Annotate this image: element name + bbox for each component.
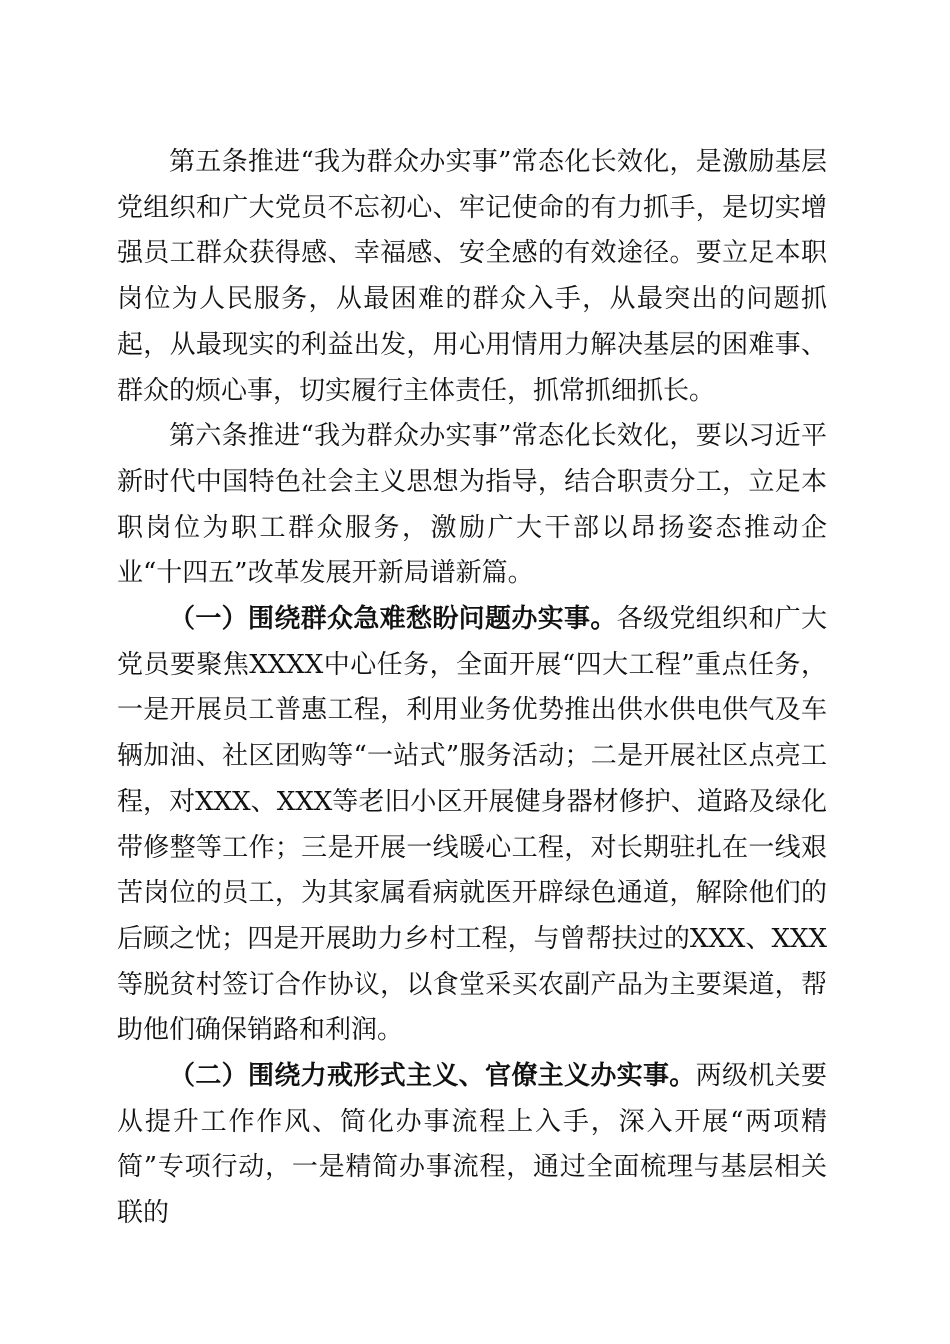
paragraph-item-2: [117, 1054, 827, 1237]
paragraph-lead: （一）围绕群众急难愁盼问题办实事。: [169, 604, 617, 635]
paragraph-article-6: [117, 414, 827, 597]
paragraph-text: 第六条推进“我为群众办实事”常态化长效化，要以习近平新时代中国特色社会主义思想为指导，结合职责分工，立足本职岗位为职工群众服务，激励广大干部以昂扬姿态推动企业“十四五”改革发展开新局谱新篇。: [117, 421, 827, 589]
paragraph-item-1: [117, 597, 827, 1054]
paragraph-article-5: [117, 140, 827, 414]
paragraph-text: 两级机关要从提升工作作风、简化办事流程上入手，深入开展“两项精简”专项行动，一是精简办事流程，通过全面梳理与基层相关联的: [117, 1061, 827, 1229]
paragraph-text: 各级党组织和广大党员要聚焦XXXX中心任务，全面开展“四大工程”重点任务，一是开展员工普惠工程，利用业务优势推出供水供电供气及车辆加油、社区团购等“一站式”服务活动；二是开展社区点亮工程，对XXX、XXX等老旧小区开展健身器材修护、道路及绿化带修整等工作；三是开展一线暖心工程，对长期驻扎在一线艰苦岗位的员工，为其家属看病就医开辟绿色通道，解除他们的后顾之忧；四是开展助力乡村工程，与曾帮扶过的XXX、XXX等脱贫村签订合作协议，以食堂采买农副产品为主要渠道，帮助他们确保销路和利润。: [117, 604, 827, 1046]
paragraph-lead: （二）围绕力戒形式主义、官僚主义办实事。: [169, 1061, 696, 1092]
document-body: [117, 140, 827, 1237]
paragraph-text: 第五条推进“我为群众办实事”常态化长效化，是激励基层党组织和广大党员不忘初心、牢记使命的有力抓手，是切实增强员工群众获得感、幸福感、安全感的有效途径。要立足本职岗位为人民服务，从最困难的群众入手，从最突出的问题抓起，从最现实的利益出发，用心用情用力解决基层的困难事、群众的烦心事，切实履行主体责任，抓常抓细抓长。: [117, 147, 827, 406]
